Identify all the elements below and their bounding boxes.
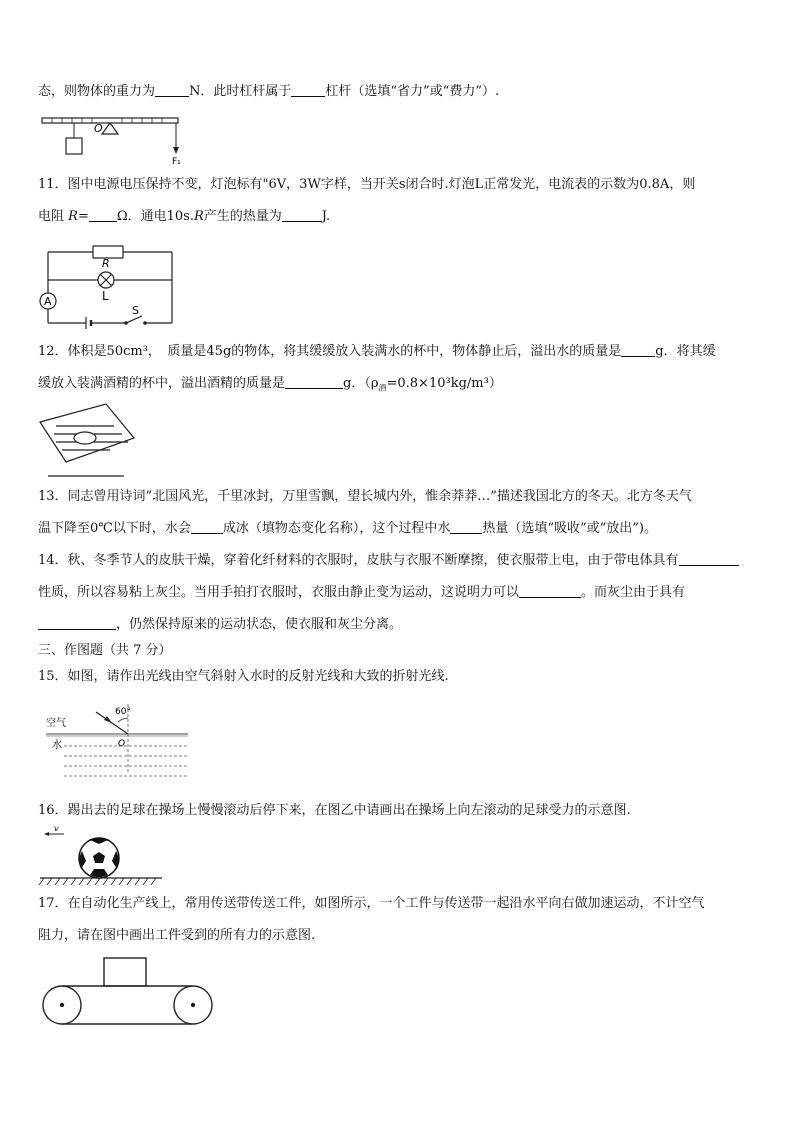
q12-text-c: 缓放入装满酒精的杯中，溢出酒精的质量是 [38, 376, 286, 391]
q16-football-figure [38, 823, 168, 888]
q11-lamp-label: L [102, 289, 109, 303]
q15-water-label: 水 [52, 740, 62, 751]
q14-blank-inertia [38, 617, 116, 630]
q15-angle-label: 60° [115, 707, 131, 717]
q12-text-a: 12．体积是50cm³， 质量是45g的物体，将其缓缓放入装满水的杯中，物体静止后，溢出水的质量是 [38, 344, 622, 359]
q12-line2 [38, 376, 502, 397]
q10-lever-figure [38, 110, 188, 166]
q12-text-d: g．（ρ [343, 376, 379, 391]
q10-blank-lever-type [291, 84, 325, 97]
q12-text-b: g．将其缓 [655, 344, 716, 359]
q11-line1: 11．图中电源电压保持不变，灯泡标有"6V，3W字样，当开关s闭合时.灯泡L正常发光，电流表的示数为0.8A，则 [38, 177, 696, 192]
q14-text-c: 。而灰尘由于具有 [581, 585, 686, 600]
q14-text-b: 性质，所以容易粘上灰尘。当用手拍打衣服时，衣服由静止变为运动，这说明力可以 [38, 585, 520, 600]
q14-line1 [38, 553, 739, 569]
q11-text-e: 产生的热量为 [203, 209, 282, 224]
q15-light-figure [38, 700, 198, 785]
q11-text-b: = [77, 209, 89, 224]
q13-text-c: 热量（选填“吸收”或“放出”)。 [482, 521, 657, 536]
q11-text-r: R [68, 209, 78, 224]
q16-velocity-label: v [54, 824, 59, 833]
q13-text-b: 成冰（填物态变化名称），这个过程中水 [222, 521, 451, 536]
q17-conveyor-figure [38, 956, 218, 1028]
q11-blank-resistance [89, 209, 117, 222]
q12-text-e: =0.8×10³kg/m³） [386, 376, 502, 391]
q11-resistor-label: R [102, 257, 110, 270]
q13-line1: 13．同志曾用诗词“北国风光，千里冰封，万里雪飘，望长城内外，惟余莽莽…”描述我国北方的冬天。北方冬天气 [38, 489, 692, 504]
q11-text-c: Ω．通电10s. [116, 209, 194, 224]
q12-cup-figure [38, 398, 138, 478]
q14-line2 [38, 585, 685, 601]
q10-text-c: 杠杆（选填“省力”或“费力”）. [325, 84, 500, 99]
q14-text-a: 14．秋、冬季节人的皮肤干燥，穿着化纤材料的衣服时，皮肤与衣服不断摩擦，使衣服带上电，由于带电体具有 [38, 553, 679, 568]
q13-text-a: 温下降至0℃以下时，水会 [38, 521, 191, 536]
q10-text-b: N．此时杠杆属于 [189, 84, 292, 99]
q15-point-label: O [118, 739, 126, 749]
q11-text-r2: R [193, 209, 204, 224]
q11-ammeter-label: A [44, 295, 52, 308]
q11-switch-label: S [132, 304, 139, 317]
q12-blank-alcohol [285, 376, 343, 389]
q13-blank-heat [450, 521, 482, 534]
q12-blank-water [621, 344, 655, 357]
q16-line1: 16．踢出去的足球在操场上慢慢滚动后停下来，在图乙中请画出在操场上向左滚动的足球受力的示意图. [38, 803, 631, 818]
q17-line1: 17．在自动化生产线上，常用传送带传送工件，如图所示，一个工件与传送带一起沿水平向右做加速运动，不计空气 [38, 896, 705, 911]
q15-line1: 15．如图，请作出光线由空气斜射入水时的反射光线和大致的折射光线. [38, 669, 449, 684]
q14-blank-property [679, 553, 739, 566]
q10-text-a: 态，则物体的重力为 [38, 84, 156, 99]
q10-line1 [38, 84, 499, 100]
q15-air-label: 空气 [46, 718, 66, 729]
q12-line1 [38, 344, 716, 360]
q13-line2 [38, 521, 657, 537]
q14-blank-force [519, 585, 581, 598]
q10-pivot-label: O [94, 122, 103, 135]
q14-text-d: ，仍然保持原来的运动状态，使衣服和灰尘分离。 [116, 617, 403, 632]
q11-blank-heat [282, 209, 322, 222]
q11-line2 [38, 209, 330, 225]
q11-circuit-figure [38, 236, 178, 331]
q13-blank-change [191, 521, 223, 534]
q10-force-label: F₁ [172, 157, 181, 167]
q12-rho-subscript: 酒 [378, 383, 387, 393]
section-title: 三、作图题（共 7 分） [38, 643, 172, 658]
q11-text-f: J. [321, 209, 331, 224]
q11-text-a: 电阻 [38, 209, 65, 224]
q10-blank-weight [155, 84, 189, 97]
q14-line3 [38, 617, 402, 633]
q17-line2: 阻力，请在图中画出工件受到的所有力的示意图. [38, 928, 316, 943]
